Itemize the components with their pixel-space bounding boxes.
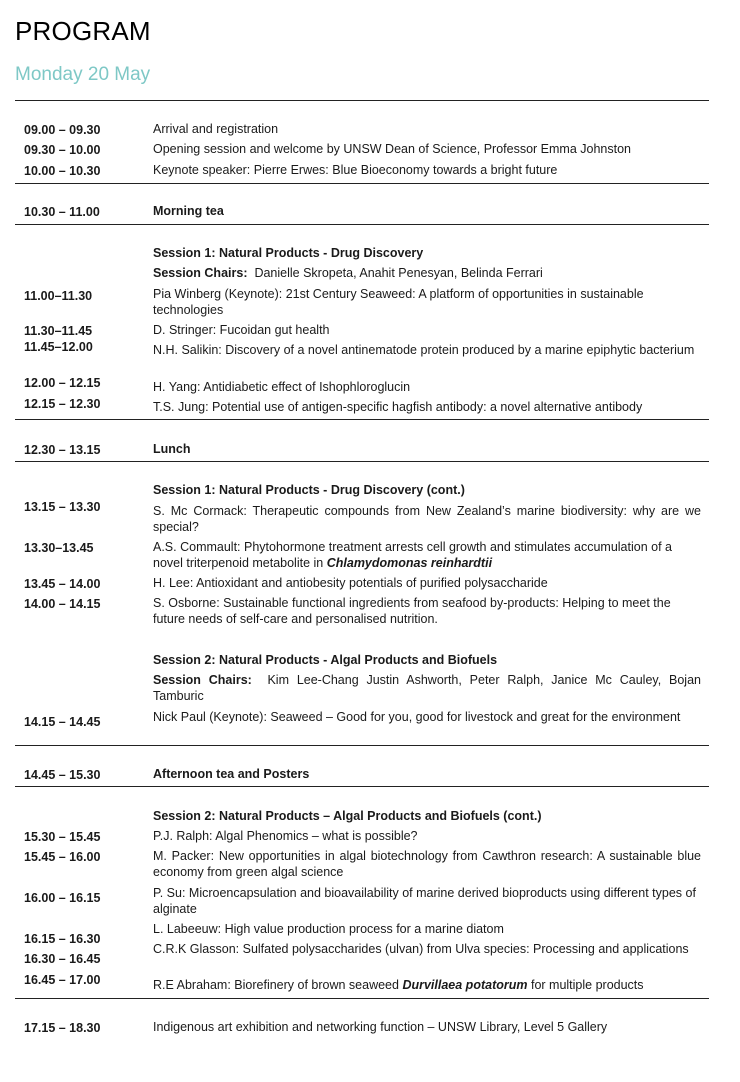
schedule-item: M. Packer: New opportunities in algal biotechnology from Cawthron research: A sustainable blue economy from green algal science — [153, 849, 701, 879]
break-item: Afternoon tea and Posters — [153, 767, 310, 781]
time-slot: 16.45 – 17.00 — [24, 973, 101, 987]
time-slot: 09.30 – 10.00 — [24, 143, 101, 157]
item-text-end: for multiple products — [530, 978, 644, 992]
schedule-item: Nick Paul (Keynote): Seaweed – Good for you, good for livestock and great for the environment — [153, 710, 681, 724]
time-slot: 16.15 – 16.30 — [24, 932, 101, 946]
time-slot: 17.15 – 18.30 — [24, 1021, 101, 1035]
schedule-item: S. Osborne: Sustainable functional ingredients from seafood by-products: Helping to meet the future needs of self-care and personalised nutrition. — [153, 596, 671, 626]
time-slot: 15.45 – 16.00 — [24, 850, 101, 864]
session-heading: Session 2: Natural Products – Algal Products and Biofuels (cont.) — [153, 809, 542, 823]
schedule-item: N.H. Salikin: Discovery of a novel antinematode protein produced by a marine epiphytic bacterium — [153, 343, 695, 357]
item-text: A.S. Commault: Phytohormone treatment arrests cell growth and stimulates accumulation of a novel triterpenoid metabolite in — [153, 540, 672, 570]
time-slot: 10.00 – 10.30 — [24, 164, 101, 178]
divider — [15, 745, 709, 746]
time-slot: 14.45 – 15.30 — [24, 768, 101, 782]
session-chairs-names: Kim Lee-Chang Justin Ashworth, Peter Ralph, Janice Mc Cauley, Bojan Tamburic — [153, 673, 701, 703]
time-slot: 13.30–13.45 — [24, 541, 94, 555]
schedule-item: Opening session and welcome by UNSW Dean of Science, Professor Emma Johnston — [153, 142, 632, 156]
schedule-item: T.S. Jung: Potential use of antigen-specific hagfish antibody: a novel alternative antibody — [153, 400, 643, 414]
schedule-item: Pia Winberg (Keynote): 21st Century Seaweed: A platform of opportunities in sustainable technologies — [153, 287, 644, 317]
schedule-item: H. Lee: Antioxidant and antiobesity potentials of purified polysaccharide — [153, 576, 548, 590]
schedule-item: Indigenous art exhibition and networking function – UNSW Library, Level 5 Gallery — [153, 1020, 608, 1034]
time-slot: 12.00 – 12.15 — [24, 376, 101, 390]
divider — [15, 224, 709, 225]
schedule-item: L. Labeeuw: High value production process for a marine diatom — [153, 922, 504, 936]
session-chairs-names: Danielle Skropeta, Anahit Penesyan, Belinda Ferrari — [254, 266, 543, 280]
divider — [15, 100, 709, 101]
item-text: R.E Abraham: Biorefinery of brown seaweed — [153, 978, 399, 992]
session-heading: Session 1: Natural Products - Drug Discovery (cont.) — [153, 483, 465, 497]
session-heading: Session 2: Natural Products - Algal Products and Biofuels — [153, 653, 498, 667]
divider — [15, 998, 709, 999]
break-item: Lunch — [153, 442, 191, 456]
divider — [15, 183, 709, 184]
session-chairs-label: Session Chairs: — [153, 266, 248, 280]
schedule-item — [153, 540, 701, 571]
time-slot: 15.30 – 15.45 — [24, 830, 101, 844]
session-chairs — [153, 266, 701, 282]
schedule-item: Keynote speaker: Pierre Erwes: Blue Bioeconomy towards a bright future — [153, 163, 558, 177]
divider — [15, 461, 709, 462]
schedule-item: H. Yang: Antidiabetic effect of Ishophloroglucin — [153, 380, 411, 394]
schedule-item: S. Mc Cormack: Therapeutic compounds from New Zealand’s marine biodiversity: why are we special? — [153, 504, 701, 534]
time-slot: 14.15 – 14.45 — [24, 715, 101, 729]
schedule-item: P.J. Ralph: Algal Phenomics – what is possible? — [153, 829, 418, 843]
session-chairs — [153, 673, 701, 704]
schedule-item: D. Stringer: Fucoidan gut health — [153, 323, 330, 337]
time-slot: 12.30 – 13.15 — [24, 443, 101, 457]
time-slot: 09.00 – 09.30 — [24, 123, 101, 137]
divider — [15, 419, 709, 420]
species-name: Chlamydomonas reinhardtii — [326, 555, 493, 570]
session-chairs-label: Session Chairs: — [153, 673, 252, 687]
schedule-item: C.R.K Glasson: Sulfated polysaccharides (ulvan) from Ulva species: Processing and applications — [153, 942, 689, 956]
schedule-item — [153, 978, 701, 994]
time-slot: 12.15 – 12.30 — [24, 397, 101, 411]
time-slot: 11.45–12.00 — [24, 340, 93, 354]
time-slot: 13.15 – 13.30 — [24, 500, 101, 514]
program-title: PROGRAM — [15, 16, 151, 46]
break-item: Morning tea — [153, 204, 224, 218]
time-slot: 11.30–11.45 — [24, 324, 93, 338]
time-slot: 14.00 – 14.15 — [24, 597, 101, 611]
divider — [15, 786, 709, 787]
time-slot: 10.30 – 11.00 — [24, 205, 100, 219]
day-heading: Monday 20 May — [15, 64, 151, 85]
schedule-item: Arrival and registration — [153, 122, 279, 136]
time-slot: 16.30 – 16.45 — [24, 952, 101, 966]
species-name: Durvillaea potatorum — [402, 978, 528, 992]
time-slot: 13.45 – 14.00 — [24, 577, 101, 591]
time-slot: 16.00 – 16.15 — [24, 891, 101, 905]
session-heading: Session 1: Natural Products - Drug Discovery — [153, 246, 424, 260]
schedule-item: P. Su: Microencapsulation and bioavailability of marine derived bioproducts using different types of alginate — [153, 886, 696, 916]
time-slot: 11.00–11.30 — [24, 289, 93, 303]
